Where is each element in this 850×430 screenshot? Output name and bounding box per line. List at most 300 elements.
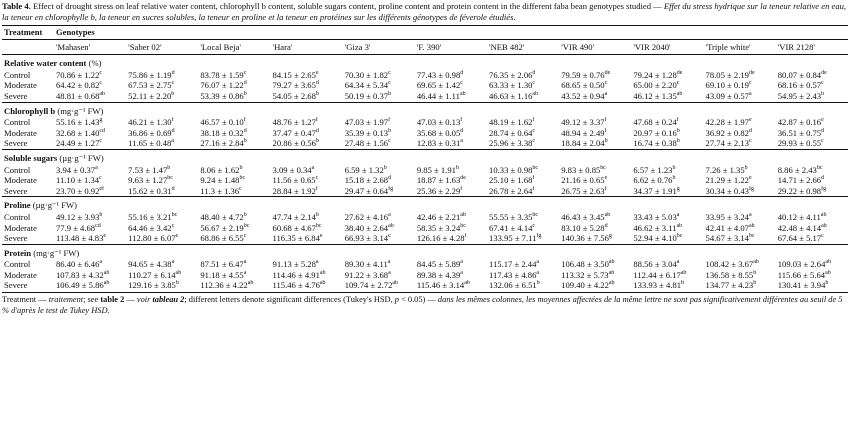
significance-letters: bc <box>239 175 246 182</box>
value-cell: 43.09 ± 0.57$^a$ <box>705 90 752 101</box>
value-cell: 48.76 ± 1.27$^f$ <box>272 117 318 128</box>
value-cell: 38.18 ± 0.32$^d$ <box>200 127 247 138</box>
significance-letters: e <box>319 233 323 240</box>
genotype-name: 'Triple white' <box>705 41 751 52</box>
section-title <box>2 245 848 260</box>
significance-letters: b <box>672 164 676 171</box>
significance-letters: a <box>243 259 247 266</box>
value-cell: 79.24 ± 1.28de <box>633 69 683 80</box>
value-cell: 9.83 ± 0.85$^{bc}$ <box>561 164 606 175</box>
caption-french: Effet du stress hydrique sur la teneur relative en eau, la teneur en chlorophylle b, la teneur en sucres solubles, la teneur en proline et la teneur en protéines sur les différents génotypes de féverole étudiés. <box>2 1 847 22</box>
significance-letters: c <box>99 138 103 145</box>
section-name: Protein <box>4 247 32 258</box>
value-cell: 68.16 ± 0.57$^c$ <box>777 80 824 91</box>
value-cell: 46.57 ± 0.10$^f$ <box>200 117 246 128</box>
significance-letters: c <box>388 233 391 240</box>
value-cell: 29.93 ± 0.55$^c$ <box>777 138 824 149</box>
section-unit: (%) <box>88 58 102 69</box>
significance-letters: c <box>171 222 175 229</box>
treatment-label: Severe <box>4 280 28 291</box>
value-cell: 126.16 ± 4.28$^f$ <box>416 233 467 244</box>
value-cell: 115.46 ± 4.76$^{ab}$ <box>272 280 326 291</box>
significance-letters: bc <box>676 233 683 240</box>
value-cell: 116.35 ± 6.84$^e$ <box>272 233 323 244</box>
value-cell: 8.86 ± 2.43$^{bc}$ <box>777 164 823 175</box>
value-cell: 84.15 ± 2.65$^e$ <box>272 69 319 80</box>
value-cell: 32.68 ± 1.40$^{cd}$ <box>56 127 106 138</box>
value-cell: 109.40 ± 4.22$^{ab}$ <box>561 280 615 291</box>
significance-letters: d <box>388 175 392 182</box>
significance-letters: bc <box>315 222 322 229</box>
significance-letters: b <box>388 91 392 98</box>
significance-letters: f <box>532 117 535 124</box>
value-cell: 42.41 ± 4.07$^{ab}$ <box>705 222 755 233</box>
significance-letters: a <box>748 212 752 219</box>
caption-label: Table 4. <box>2 1 31 11</box>
footnote-part: table 2 <box>100 295 125 305</box>
value-cell: 11.56 ± 0.65$^c$ <box>272 175 319 186</box>
value-cell: 26.75 ± 2.63$^f$ <box>561 185 607 196</box>
value-cell: 15.18 ± 2.68$^d$ <box>344 175 392 186</box>
treatment-label: Control <box>4 117 31 128</box>
significance-letters: f <box>604 117 607 124</box>
value-cell: 134.77 ± 4.23$^b$ <box>705 280 757 291</box>
value-cell: 36.86 ± 0.69$^d$ <box>128 127 175 138</box>
value-cell: 55.16 ± 3.21$^{bc}$ <box>128 211 178 222</box>
value-cell: 30.34 ± 0.43$^{fg}$ <box>705 185 754 196</box>
significance-letters: a <box>95 164 98 171</box>
significance-letters: b <box>315 91 319 98</box>
table-row <box>2 128 848 139</box>
significance-letters: f <box>604 127 607 134</box>
value-cell: 67.64 ± 5.17$^c$ <box>777 233 824 244</box>
value-cell: 38.40 ± 2.64$^{ab}$ <box>344 222 394 233</box>
value-cell: 12.83 ± 0.31$^a$ <box>416 138 463 149</box>
value-cell: 58.35 ± 3.24$^{bc}$ <box>416 222 466 233</box>
significance-letters: c <box>99 80 103 87</box>
value-cell: 9.24 ± 1.48$^{bc}$ <box>200 175 246 186</box>
significance-letters: b <box>315 212 319 219</box>
significance-letters: ab <box>821 222 827 229</box>
value-cell: 83.78 ± 1.59$^c$ <box>200 69 247 80</box>
value-cell: 78.05 ± 2.19de <box>705 69 755 80</box>
significance-letters: de <box>604 69 611 76</box>
significance-letters: bc <box>816 164 823 171</box>
value-cell: 21.16 ± 0.65$^e$ <box>561 175 608 186</box>
section-name: Soluble sugars <box>4 152 58 163</box>
significance-letters: a <box>460 138 463 145</box>
significance-letters: a <box>171 259 175 266</box>
table-row <box>2 165 848 176</box>
significance-letters: a <box>748 91 752 98</box>
value-cell: 29.47 ± 0.64$^{fg}$ <box>344 185 394 196</box>
genotype-name: 'Saber 02' <box>128 41 162 52</box>
value-cell: 49.12 ± 3.37$^f$ <box>561 117 607 128</box>
significance-letters: d <box>460 69 464 76</box>
significance-letters: f <box>460 117 463 124</box>
significance-letters: c <box>243 233 247 240</box>
significance-letters: e <box>175 233 179 240</box>
value-cell: 84.45 ± 5.89$^a$ <box>416 259 463 270</box>
section-unit: (µg·g⁻¹ FW) <box>59 152 104 163</box>
significance-letters: a <box>388 270 391 277</box>
significance-letters: bc <box>243 222 250 229</box>
significance-letters: ab <box>608 280 615 287</box>
significance-letters: c <box>532 222 536 229</box>
section-title-row <box>2 55 848 70</box>
significance-letters: f <box>464 233 467 240</box>
significance-letters: b <box>676 138 680 145</box>
significance-letters: b <box>753 280 757 287</box>
genotype-name: 'Giza 3' <box>344 41 371 52</box>
value-cell: 46.63 ± 1.16$^{ab}$ <box>489 90 539 101</box>
value-cell: 79.27 ± 3.65$^d$ <box>272 80 319 91</box>
significance-letters: ab <box>532 91 539 98</box>
value-cell: 86.40 ± 6.46$^a$ <box>56 259 103 270</box>
significance-letters: d <box>604 222 608 229</box>
data-table <box>2 26 848 291</box>
significance-letters: de <box>748 69 755 76</box>
value-cell: 50.19 ± 0.37$^b$ <box>344 90 392 101</box>
value-cell: 9.85 ± 1.91$^b$ <box>416 164 459 175</box>
value-cell: 37.47 ± 0.47$^d$ <box>272 127 319 138</box>
significance-letters: de <box>821 69 827 76</box>
significance-letters: ab <box>825 259 832 266</box>
significance-letters: bc <box>460 222 466 229</box>
value-cell: 18.87 ± 1.63de <box>416 175 466 186</box>
significance-letters: a <box>388 212 391 219</box>
genotype-name: 'NEB 482' <box>489 41 525 52</box>
empty-cell <box>2 40 54 55</box>
value-cell: 64.34 ± 5.34$^c$ <box>344 80 391 91</box>
value-cell: 6.59 ± 1.32$^b$ <box>344 164 387 175</box>
value-cell: 25.96 ± 3.38$^c$ <box>489 138 536 149</box>
value-cell: 64.42 ± 0.82$^c$ <box>56 80 103 91</box>
value-cell: 36.92 ± 0.82$^d$ <box>705 127 752 138</box>
significance-letters: c <box>676 80 680 87</box>
significance-letters: bc <box>600 164 606 171</box>
bottom-rule <box>2 292 848 293</box>
value-cell: 20.86 ± 0.56$^b$ <box>272 138 319 149</box>
significance-letters: b <box>821 91 825 98</box>
value-cell: 25.36 ± 2.29$^f$ <box>416 185 463 196</box>
significance-letters: e <box>748 117 752 124</box>
value-cell: 49.12 ± 3.93$^b$ <box>56 211 103 222</box>
significance-letters: a <box>99 259 103 266</box>
significance-letters: b <box>167 164 171 171</box>
value-cell: 108.42 ± 3.67$^{ab}$ <box>705 259 759 270</box>
section-title <box>2 150 848 165</box>
value-cell: 48.94 ± 2.49$^f$ <box>561 127 607 138</box>
significance-letters: ab <box>680 270 687 277</box>
treatment-label: Moderate <box>4 222 37 233</box>
value-cell: 91.22 ± 3.68$^a$ <box>344 269 391 280</box>
significance-letters: b <box>171 91 175 98</box>
value-cell: 80.07 ± 0.84de <box>777 69 827 80</box>
significance-letters: a <box>604 91 608 98</box>
treatment-label: Control <box>4 211 31 222</box>
value-cell: 65.00 ± 2.20$^c$ <box>633 80 680 91</box>
value-cell: 112.44 ± 6.17$^{ab}$ <box>633 269 687 280</box>
value-cell: 46.43 ± 3.45$^{ab}$ <box>561 211 611 222</box>
value-cell: 89.38 ± 4.39$^a$ <box>416 269 463 280</box>
table-row <box>2 186 848 197</box>
section-title <box>2 197 848 212</box>
significance-letters: d <box>821 127 825 134</box>
value-cell: 69.10 ± 0.19$^c$ <box>705 80 752 91</box>
treatment-label: Severe <box>4 233 28 244</box>
significance-letters: ab <box>459 91 466 98</box>
significance-letters: e <box>315 69 319 76</box>
significance-letters: ab <box>825 270 831 277</box>
value-cell: 60.68 ± 4.67$^{bc}$ <box>272 222 322 233</box>
significance-letters: c <box>532 127 536 134</box>
footnote-part: traitement <box>48 295 84 305</box>
value-cell: 27.74 ± 2.13$^c$ <box>705 138 752 149</box>
significance-letters: c <box>99 69 103 76</box>
significance-letters: a <box>460 270 463 277</box>
significance-letters: b <box>99 212 103 219</box>
significance-letters: cd <box>95 222 101 229</box>
significance-letters: b <box>243 91 247 98</box>
value-cell: 16.74 ± 0.38$^b$ <box>633 138 680 149</box>
table-row <box>2 212 848 223</box>
section-unit: (µg·g⁻¹ FW) <box>32 200 78 211</box>
significance-letters: b <box>243 138 247 145</box>
significance-letters: a <box>536 270 540 277</box>
significance-letters: ab <box>460 212 466 219</box>
significance-letters: e <box>604 175 608 182</box>
value-cell: 133.93 ± 4.81$^b$ <box>633 280 685 291</box>
value-cell: 10.33 ± 0.98$^{bc}$ <box>489 164 539 175</box>
value-cell: 114.46 ± 4.91$^{ab}$ <box>272 269 326 280</box>
table-row <box>2 259 848 270</box>
value-cell: 54.67 ± 3.14$^{bc}$ <box>705 233 755 244</box>
value-cell: 55.16 ± 1.43$^g$ <box>56 117 103 128</box>
value-cell: 15.62 ± 0.31$^d$ <box>128 185 175 196</box>
value-cell: 54.95 ± 2.43$^b$ <box>777 90 825 101</box>
table-row <box>2 80 848 91</box>
significance-letters: d <box>171 185 175 192</box>
footnote-part: ; different letters denote significant differences (Tukey's HSD, <box>184 295 393 305</box>
value-cell: 136.58 ± 8.55$^b$ <box>705 269 757 280</box>
significance-letters: ab <box>676 222 683 229</box>
value-cell: 33.95 ± 3.24$^a$ <box>705 211 752 222</box>
value-cell: 63.33 ± 1.30$^c$ <box>489 80 536 91</box>
value-cell: 42.87 ± 0.16$^e$ <box>777 117 824 128</box>
caption-text: Effect of drought stress on leaf relative water content, chlorophyll b content, soluble sugars content, proline content and protein content in the different faba bean genotypes studied — <box>32 1 662 11</box>
significance-letters: b <box>672 175 676 182</box>
value-cell: 83.10 ± 5.28$^d$ <box>561 222 608 233</box>
significance-letters: b <box>825 280 829 287</box>
value-cell: 21.29 ± 1.22$^e$ <box>705 175 752 186</box>
genotype-name: 'Local Beja' <box>200 41 241 52</box>
value-cell: 9.63 ± 1.27$^{bc}$ <box>128 175 173 186</box>
value-cell: 3.09 ± 0.34$^a$ <box>272 164 315 175</box>
section-title-row <box>2 245 848 260</box>
significance-letters: c <box>748 138 752 145</box>
significance-letters: c <box>460 80 463 87</box>
significance-letters: ab <box>676 91 683 98</box>
genotype-name: 'VIR 2128' <box>777 41 815 52</box>
value-cell: 23.70 ± 0.92$^{ef}$ <box>56 185 105 196</box>
significance-letters: e <box>821 117 824 124</box>
footnote-part: < 0.05) — <box>401 295 436 305</box>
value-cell: 107.83 ± 4.32$^{ab}$ <box>56 269 110 280</box>
footnote-part: dans les mêmes colonnes, les moyennes affectées de la même lettre ne sont pas significativement différentes au seuil de 5 % d'après le test de Tukey HSD. <box>2 295 843 315</box>
value-cell: 68.86 ± 6.55$^c$ <box>200 233 247 244</box>
genotype-name: 'Hara' <box>272 41 293 52</box>
significance-letters: c <box>243 69 247 76</box>
value-cell: 55.55 ± 3.35$^{bc}$ <box>489 211 539 222</box>
significance-letters: a <box>387 259 391 266</box>
value-cell: 47.74 ± 2.14$^b$ <box>272 211 319 222</box>
value-cell: 14.71 ± 2.66$^d$ <box>777 175 825 186</box>
value-cell: 11.3 ± 1.36$^c$ <box>200 185 242 196</box>
treatment-label: Severe <box>4 185 28 196</box>
significance-letters: ab <box>319 280 326 287</box>
value-cell: 140.36 ± 7.56$^g$ <box>561 233 612 244</box>
value-cell: 27.48 ± 1.56$^c$ <box>344 138 391 149</box>
significance-letters: cd <box>99 127 106 134</box>
significance-letters: a <box>315 259 319 266</box>
significance-letters: d <box>821 175 825 182</box>
value-cell: 87.51 ± 6.47$^a$ <box>200 259 247 270</box>
significance-letters: b <box>681 280 685 287</box>
significance-letters: ab <box>748 222 755 229</box>
significance-letters: ab <box>608 270 615 277</box>
value-cell: 3.94 ± 0.37$^a$ <box>56 164 98 175</box>
treatment-header: Treatment <box>4 27 43 37</box>
significance-letters: fg <box>536 233 542 240</box>
value-cell: 47.68 ± 0.24$^f$ <box>633 117 679 128</box>
value-cell: 35.68 ± 0.05$^d$ <box>416 127 464 138</box>
significance-letters: c <box>604 80 608 87</box>
value-cell: 70.86 ± 1.22$^c$ <box>56 69 103 80</box>
value-cell: 113.32 ± 5.73$^{ab}$ <box>561 269 615 280</box>
significance-letters: f <box>243 117 246 124</box>
significance-letters: ab <box>604 212 611 219</box>
value-cell: 52.11 ± 2.20$^b$ <box>128 90 175 101</box>
significance-letters: ab <box>392 280 399 287</box>
significance-letters: f <box>315 117 318 124</box>
treatment-label: Moderate <box>4 175 37 186</box>
section-name: Relative water content <box>4 58 87 69</box>
significance-letters: ab <box>608 259 615 266</box>
significance-letters: b <box>604 138 608 145</box>
value-cell: 53.39 ± 0.86$^b$ <box>200 90 247 101</box>
value-cell: 109.03 ± 2.64$^{ab}$ <box>777 259 832 270</box>
significance-letters: ab <box>319 270 326 277</box>
table-caption <box>2 1 848 23</box>
significance-letters: b <box>239 164 243 171</box>
value-cell: 130.41 ± 3.94$^b$ <box>777 280 829 291</box>
significance-letters: g <box>99 117 103 124</box>
header-row <box>2 26 848 39</box>
value-cell: 27.62 ± 4.16$^a$ <box>344 211 391 222</box>
value-cell: 54.05 ± 2.68$^b$ <box>272 90 319 101</box>
significance-letters: ab <box>175 270 182 277</box>
value-cell: 70.30 ± 1.82$^c$ <box>344 69 391 80</box>
significance-letters: fg <box>821 185 827 192</box>
section-title-row <box>2 103 848 118</box>
value-cell: 115.66 ± 5.64$^{ab}$ <box>777 269 831 280</box>
value-cell: 46.12 ± 1.35$^{ab}$ <box>633 90 683 101</box>
value-cell: 11.10 ± 1.34$^c$ <box>56 175 102 186</box>
significance-letters: f <box>460 185 463 192</box>
significance-letters: f <box>676 117 679 124</box>
value-cell: 52.94 ± 4.10$^{bc}$ <box>633 233 683 244</box>
treatment-label: Moderate <box>4 127 37 138</box>
significance-letters: ab <box>388 222 394 229</box>
significance-letters: fg <box>388 185 394 192</box>
footnote-part: ; see <box>83 295 99 305</box>
treatment-label: Moderate <box>4 269 37 280</box>
value-cell: 18.84 ± 2.04$^b$ <box>561 138 608 149</box>
significance-letters: bc <box>532 212 539 219</box>
value-cell: 42.28 ± 1.97$^e$ <box>705 117 752 128</box>
value-cell: 110.27 ± 6.14$^{ab}$ <box>128 269 182 280</box>
significance-letters: e <box>103 233 107 240</box>
value-cell: 66.93 ± 3.14$^c$ <box>344 233 391 244</box>
significance-letters: a <box>460 259 463 266</box>
value-cell: 20.97 ± 0.16$^b$ <box>633 127 680 138</box>
table-row <box>2 223 848 234</box>
significance-letters: b <box>744 164 748 171</box>
significance-letters: c <box>315 175 319 182</box>
significance-letters: e <box>748 175 752 182</box>
section-unit: (mg·g⁻¹ FW) <box>33 247 80 258</box>
value-cell: 67.53 ± 2.75$^c$ <box>128 80 175 91</box>
genotypes-header: Genotypes <box>56 27 95 37</box>
value-cell: 64.46 ± 3.42$^c$ <box>128 222 175 233</box>
section-name: Chlorophyll b <box>4 105 56 116</box>
significance-letters: f <box>171 117 174 124</box>
significance-letters: fg <box>748 185 754 192</box>
value-cell: 7.53 ± 1.47$^b$ <box>128 164 171 175</box>
value-cell: 106.48 ± 3.50$^{ab}$ <box>561 259 615 270</box>
section-title <box>2 103 848 118</box>
genotype-name: 'VIR 490' <box>561 41 595 52</box>
value-cell: 79.59 ± 0.76de <box>561 69 611 80</box>
significance-letters: b <box>388 127 392 134</box>
significance-letters: d <box>243 80 247 87</box>
value-cell: 7.26 ± 1.35$^b$ <box>705 164 748 175</box>
footnote-part: tableau 2 <box>152 295 185 305</box>
significance-letters: f <box>604 185 607 192</box>
value-cell: 91.18 ± 4.55$^a$ <box>200 269 247 280</box>
treatment-label: Severe <box>4 90 28 101</box>
significance-letters: c <box>821 80 824 87</box>
value-cell: 77.43 ± 0.98$^d$ <box>416 69 464 80</box>
significance-letters: g <box>676 185 680 192</box>
value-cell: 48.40 ± 4.72$^b$ <box>200 211 247 222</box>
significance-letters: bc <box>532 164 539 171</box>
table-row <box>2 175 848 186</box>
significance-letters: d <box>171 69 175 76</box>
value-cell: 68.65 ± 0.50$^c$ <box>561 80 608 91</box>
value-cell: 88.56 ± 3.04$^a$ <box>633 259 680 270</box>
genotype-row <box>2 40 848 55</box>
value-cell: 26.78 ± 2.64$^f$ <box>489 185 535 196</box>
significance-letters: a <box>536 259 540 266</box>
value-cell: 109.74 ± 2.72$^{ab}$ <box>344 280 399 291</box>
significance-letters: ab <box>247 280 254 287</box>
section-name: Proline <box>4 200 31 211</box>
value-cell: 11.65 ± 0.48$^a$ <box>128 138 174 149</box>
significance-letters: ab <box>99 91 106 98</box>
treatment-label: Moderate <box>4 80 37 91</box>
